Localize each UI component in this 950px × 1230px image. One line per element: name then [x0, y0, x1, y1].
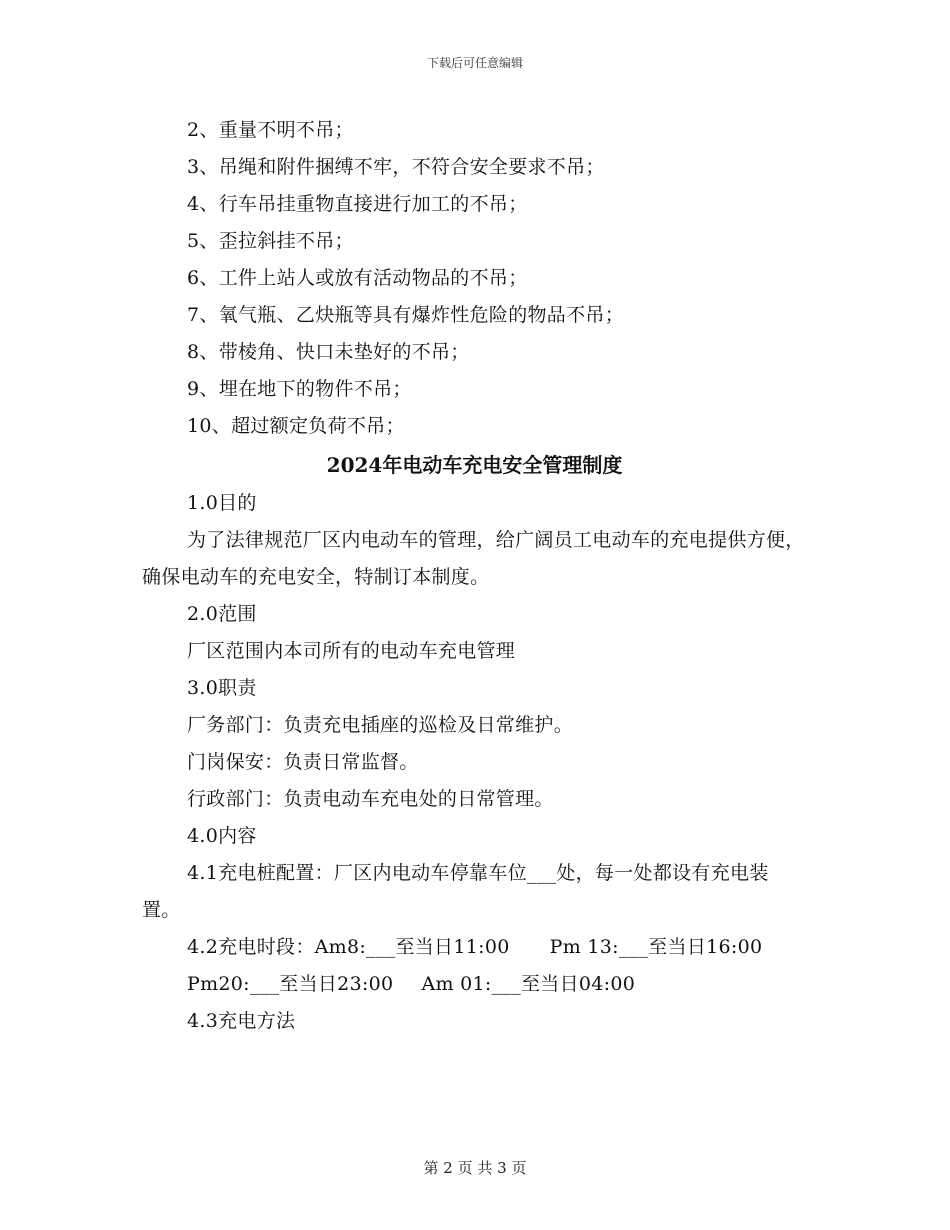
scope-paragraph: 厂区范围内本司所有的电动车充电管理	[187, 640, 516, 662]
purpose-heading: 1.0目的	[187, 492, 257, 514]
document-body	[142, 112, 807, 1040]
list-item: 3、吊绳和附件捆缚不牢，不符合安全要求不吊；	[187, 156, 605, 178]
content-heading: 4.0内容	[187, 825, 257, 847]
charging-period-afternoon: Pm 13:___至当日16:00	[549, 936, 763, 958]
item-4-2-line-2	[142, 966, 807, 1003]
section-title: 2024年电动车充电安全管理制度	[326, 453, 623, 477]
charging-period-night: Am 01:___至当日04:00	[421, 973, 636, 995]
item-4-1-paragraph: 4.1充电桩配置：厂区内电动车停靠车位___处，每一处都设有充电装置。	[142, 862, 769, 921]
scope-heading: 2.0范围	[187, 603, 257, 625]
item-4-2-line-1	[142, 929, 807, 966]
duty-heading: 3.0职责	[187, 677, 257, 699]
charging-period-evening: Pm20:___至当日23:00	[187, 973, 394, 995]
list-item: 6、工件上站人或放有活动物品的不吊；	[187, 267, 528, 289]
duty-item: 门岗保安：负责日常监督。	[187, 751, 419, 773]
purpose-paragraph: 为了法律规范厂区内电动车的管理，给广阔员工电动车的充电提供方便，确保电动车的充电安全，特制订本制度。	[142, 529, 805, 588]
list-item: 4、行车吊挂重物直接进行加工的不吊；	[187, 193, 528, 215]
list-item: 8、带棱角、快口未垫好的不吊；	[187, 341, 470, 363]
item-4-3-heading: 4.3充电方法	[187, 1010, 296, 1032]
page-footer: 第 2 页 共 3 页	[423, 1159, 527, 1177]
list-item: 9、埋在地下的物件不吊；	[187, 378, 412, 400]
list-item: 5、歪拉斜挂不吊；	[187, 230, 354, 252]
duty-item: 厂务部门：负责充电插座的巡检及日常维护。	[187, 714, 574, 736]
charging-period-morning: 4.2充电时段：Am8:___至当日11:00	[187, 936, 510, 958]
list-item: 10、超过额定负荷不吊；	[187, 415, 405, 437]
duty-item: 行政部门：负责电动车充电处的日常管理。	[187, 788, 554, 810]
list-item: 2、重量不明不吊；	[187, 119, 354, 141]
page-header: 下载后可任意编辑	[426, 56, 523, 70]
list-item: 7、氧气瓶、乙炔瓶等具有爆炸性危险的物品不吊；	[187, 304, 624, 326]
